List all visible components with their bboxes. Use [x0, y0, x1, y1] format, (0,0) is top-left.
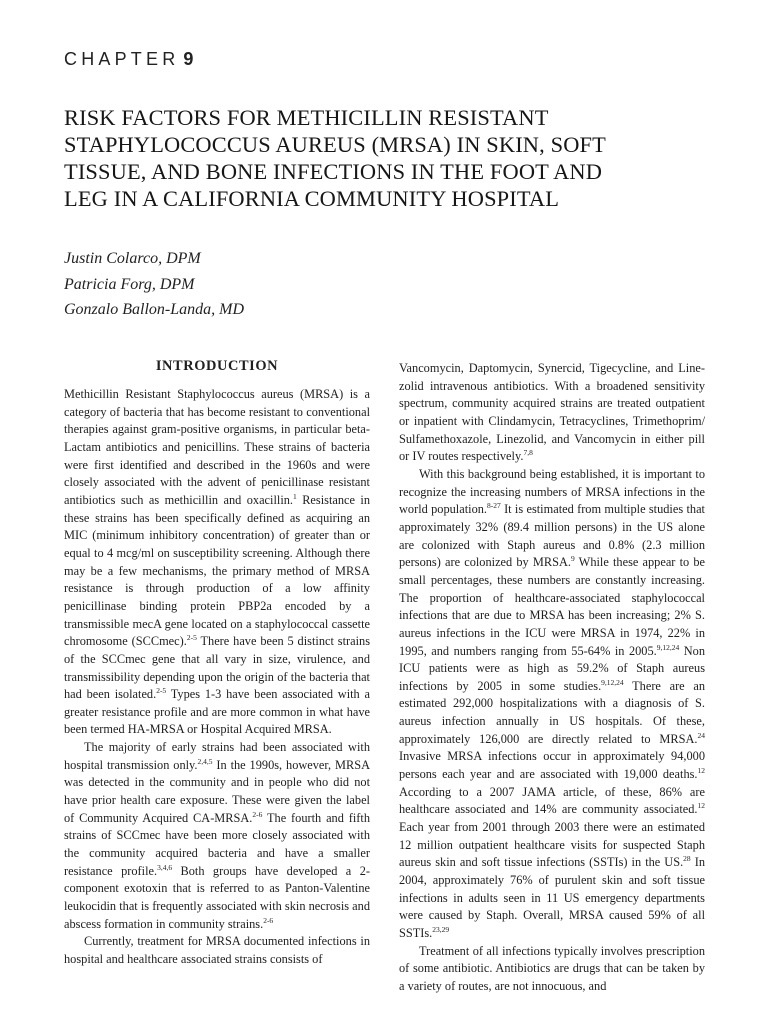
right-body: [399, 360, 705, 996]
paragraph-text: With this background being established, it is important to recognize the increasing numbers of MRSA infections in the world population.: [399, 466, 705, 517]
paragraph-text: Vancomycin, Daptomycin, Synercid, Tigecycline, and Linezolid intravenous antibiotics. With a broadened sensitivity spectrum, community acquired strains are treated outpatient or inpatient with Clindamycin, Tetracyclines, Trimethoprim/ Sulfamethoxazole, Linezolid, and Vancomycin in either pill or IV routes respectively.: [399, 361, 705, 464]
paragraph-text: Treatment of all infections typically involves prescription of some antibiotic. Antibiotics are drugs that can be taken by a variety of routes, are not innocuous, and: [399, 943, 705, 993]
right-column: [399, 360, 705, 996]
citation-ref: 9,12,24: [656, 642, 680, 652]
citation-ref: 3,4,6: [157, 862, 173, 872]
paragraph-text: Resistance in these strains has been specifically defined as acquiring an MIC (minimum inhibitory concentration) of greater than or equal to 4 mcg/ml on susceptibility screening. Although there may be a few mechanisms, the primary method of MRSA resistance is through production of a low affinity penicillinase binding protein PBP2a encoded by a transmissible mecA gene located on a staphylococcal cassette chromosome (SCCmec).: [64, 492, 371, 649]
paragraph-text: Currently, treatment for MRSA documented infections in hospital and healthcare associated strains consists of: [64, 934, 370, 966]
title-line: TISSUE, AND BONE INFECTIONS IN THE FOOT AND: [64, 159, 603, 184]
paragraph-text: It is estimated from multiple studies that approximately 32% (89.4 million persons) in the US alone are colonized with Staph aureus and 0.8% (2.3 million persons) are colonized by MRSA.: [399, 502, 705, 570]
paragraph-text: Non ICU patients were as high as 59.2% of Staph aureus infections by 2005 in some studies.: [399, 643, 705, 693]
author-name: Patricia Forg, DPM: [64, 275, 195, 293]
body-paragraph: [399, 360, 705, 466]
paragraph-text: According to a 2007 JAMA article, of these, 86% are healthcare associated and 14% are community associated.: [399, 784, 705, 817]
paragraph-text: Invasive MRSA infections occur in approximately 94,000 persons each year and are associated with 19,000 deaths.: [399, 749, 705, 782]
citation-ref: 8-27: [487, 501, 501, 511]
title-line: LEG IN A CALIFORNIA COMMUNITY HOSPITAL: [64, 186, 560, 211]
citation-ref: 2-6: [263, 915, 274, 925]
citation-ref: 2-6: [252, 809, 263, 819]
paragraph-text: The fourth and fifth strains of SCCmec have been more closely associated with the community acquired bacteria and have a smaller resistance profile.: [64, 810, 370, 878]
body-paragraph: [64, 739, 370, 933]
chapter-word: CHAPTER: [64, 49, 180, 69]
paragraph-text: There have been 5 distinct strains of the SCCmec gene that all vary in size, virulence, and transmissibility depending upon the origin of the bacteria that had been isolated.: [64, 634, 371, 702]
citation-ref: 12: [697, 801, 705, 811]
left-column: [64, 358, 370, 969]
section-heading: INTRODUCTION: [155, 358, 279, 374]
title-line: STAPHYLOCOCCUS AUREUS (MRSA) IN SKIN, SOFT: [64, 132, 606, 157]
paragraph-text: Methicillin Resistant Staphylococcus aureus (MRSA) is a category of bacteria that has become resistant to conventional therapies against gram-positive organisms, in particular beta-Lactam antibiotics and penicillins. These strains of bacteria were first identified and described in the 1960s and were closely associated with the advent of penicillinase resistant antibiotics such as methicillin and oxacillin.: [64, 387, 370, 507]
chapter-number: 9: [183, 49, 194, 69]
body-paragraph: [399, 466, 705, 943]
citation-ref: 24: [697, 730, 705, 740]
author-name: Justin Colarco, DPM: [64, 250, 201, 267]
citation-ref: 7,8: [523, 448, 533, 458]
paragraph-text: Each year from 2001 through 2003 there were an estimated 12 million outpatient healthcare visits for suspected Staph aureus skin and soft tissue infections (SSTIs) in the US.: [399, 820, 705, 870]
paragraph-text: The majority of early strains had been associated with hospital transmission only.: [64, 740, 370, 772]
paragraph-text: Both groups have developed a 2-component exotoxin that is referred to as Panton-Valentine leukocidin that is frequently associated with skin necrosis and abscess formation in community strains.: [64, 863, 370, 931]
paragraph-text: There are an estimated 292,000 hospitalizations with a diagnosis of S. aureus infection annually in US hospitals. Of these, approximately 126,000 are directly related to MRSA.: [399, 678, 705, 746]
citation-ref: 28: [683, 854, 691, 864]
citation-ref: 1: [293, 491, 297, 501]
citation-ref: 2,4,5: [197, 756, 213, 766]
paragraph-text: Types 1-3 have been associated with a greater resistance profile and are more common in what have been termed HA-MRSA or Hospital Acquired MRSA.: [64, 687, 370, 737]
paragraph-text: In the 1990s, however, MRSA was detected in the community and in people who did not have prior health care exposure. These were given the label of Community Acquired CA-MRSA.: [64, 757, 370, 825]
body-paragraph: [64, 933, 370, 968]
author-name: Gonzalo Ballon-Landa, MD: [64, 301, 244, 318]
chapter-label: [64, 49, 193, 70]
author-list: [64, 246, 244, 323]
left-body: [64, 386, 370, 969]
title-line: RISK FACTORS FOR METHICILLIN RESISTANT: [64, 105, 549, 130]
citation-ref: 12: [697, 766, 705, 776]
citation-ref: 2-5: [156, 686, 167, 696]
citation-ref: 23,29: [432, 925, 450, 934]
body-paragraph: [399, 943, 705, 996]
citation-ref: 9,12,24: [601, 677, 624, 687]
body-paragraph: [64, 386, 370, 739]
citation-ref: 2-5: [186, 633, 197, 643]
paragraph-text: While these appear to be small percentages, these numbers are constantly increasing. The proportion of healthcare-associated staphylococcal infections that are due to MRSA has been increasing; 2% S. aureus infections in the ICU were MRSA in 1974, 22% in 1995, and numbers ranging from 55-64% in 2005.: [399, 555, 705, 658]
paragraph-text: In 2004, approximately 76% of purulent skin and soft tissue infections in adults seen in 11 US emergency departments were caused by Staph. Overall, MRSA caused 59% of all SSTIs.: [399, 855, 705, 940]
citation-ref: 9: [570, 554, 575, 564]
article-title: [64, 104, 724, 212]
